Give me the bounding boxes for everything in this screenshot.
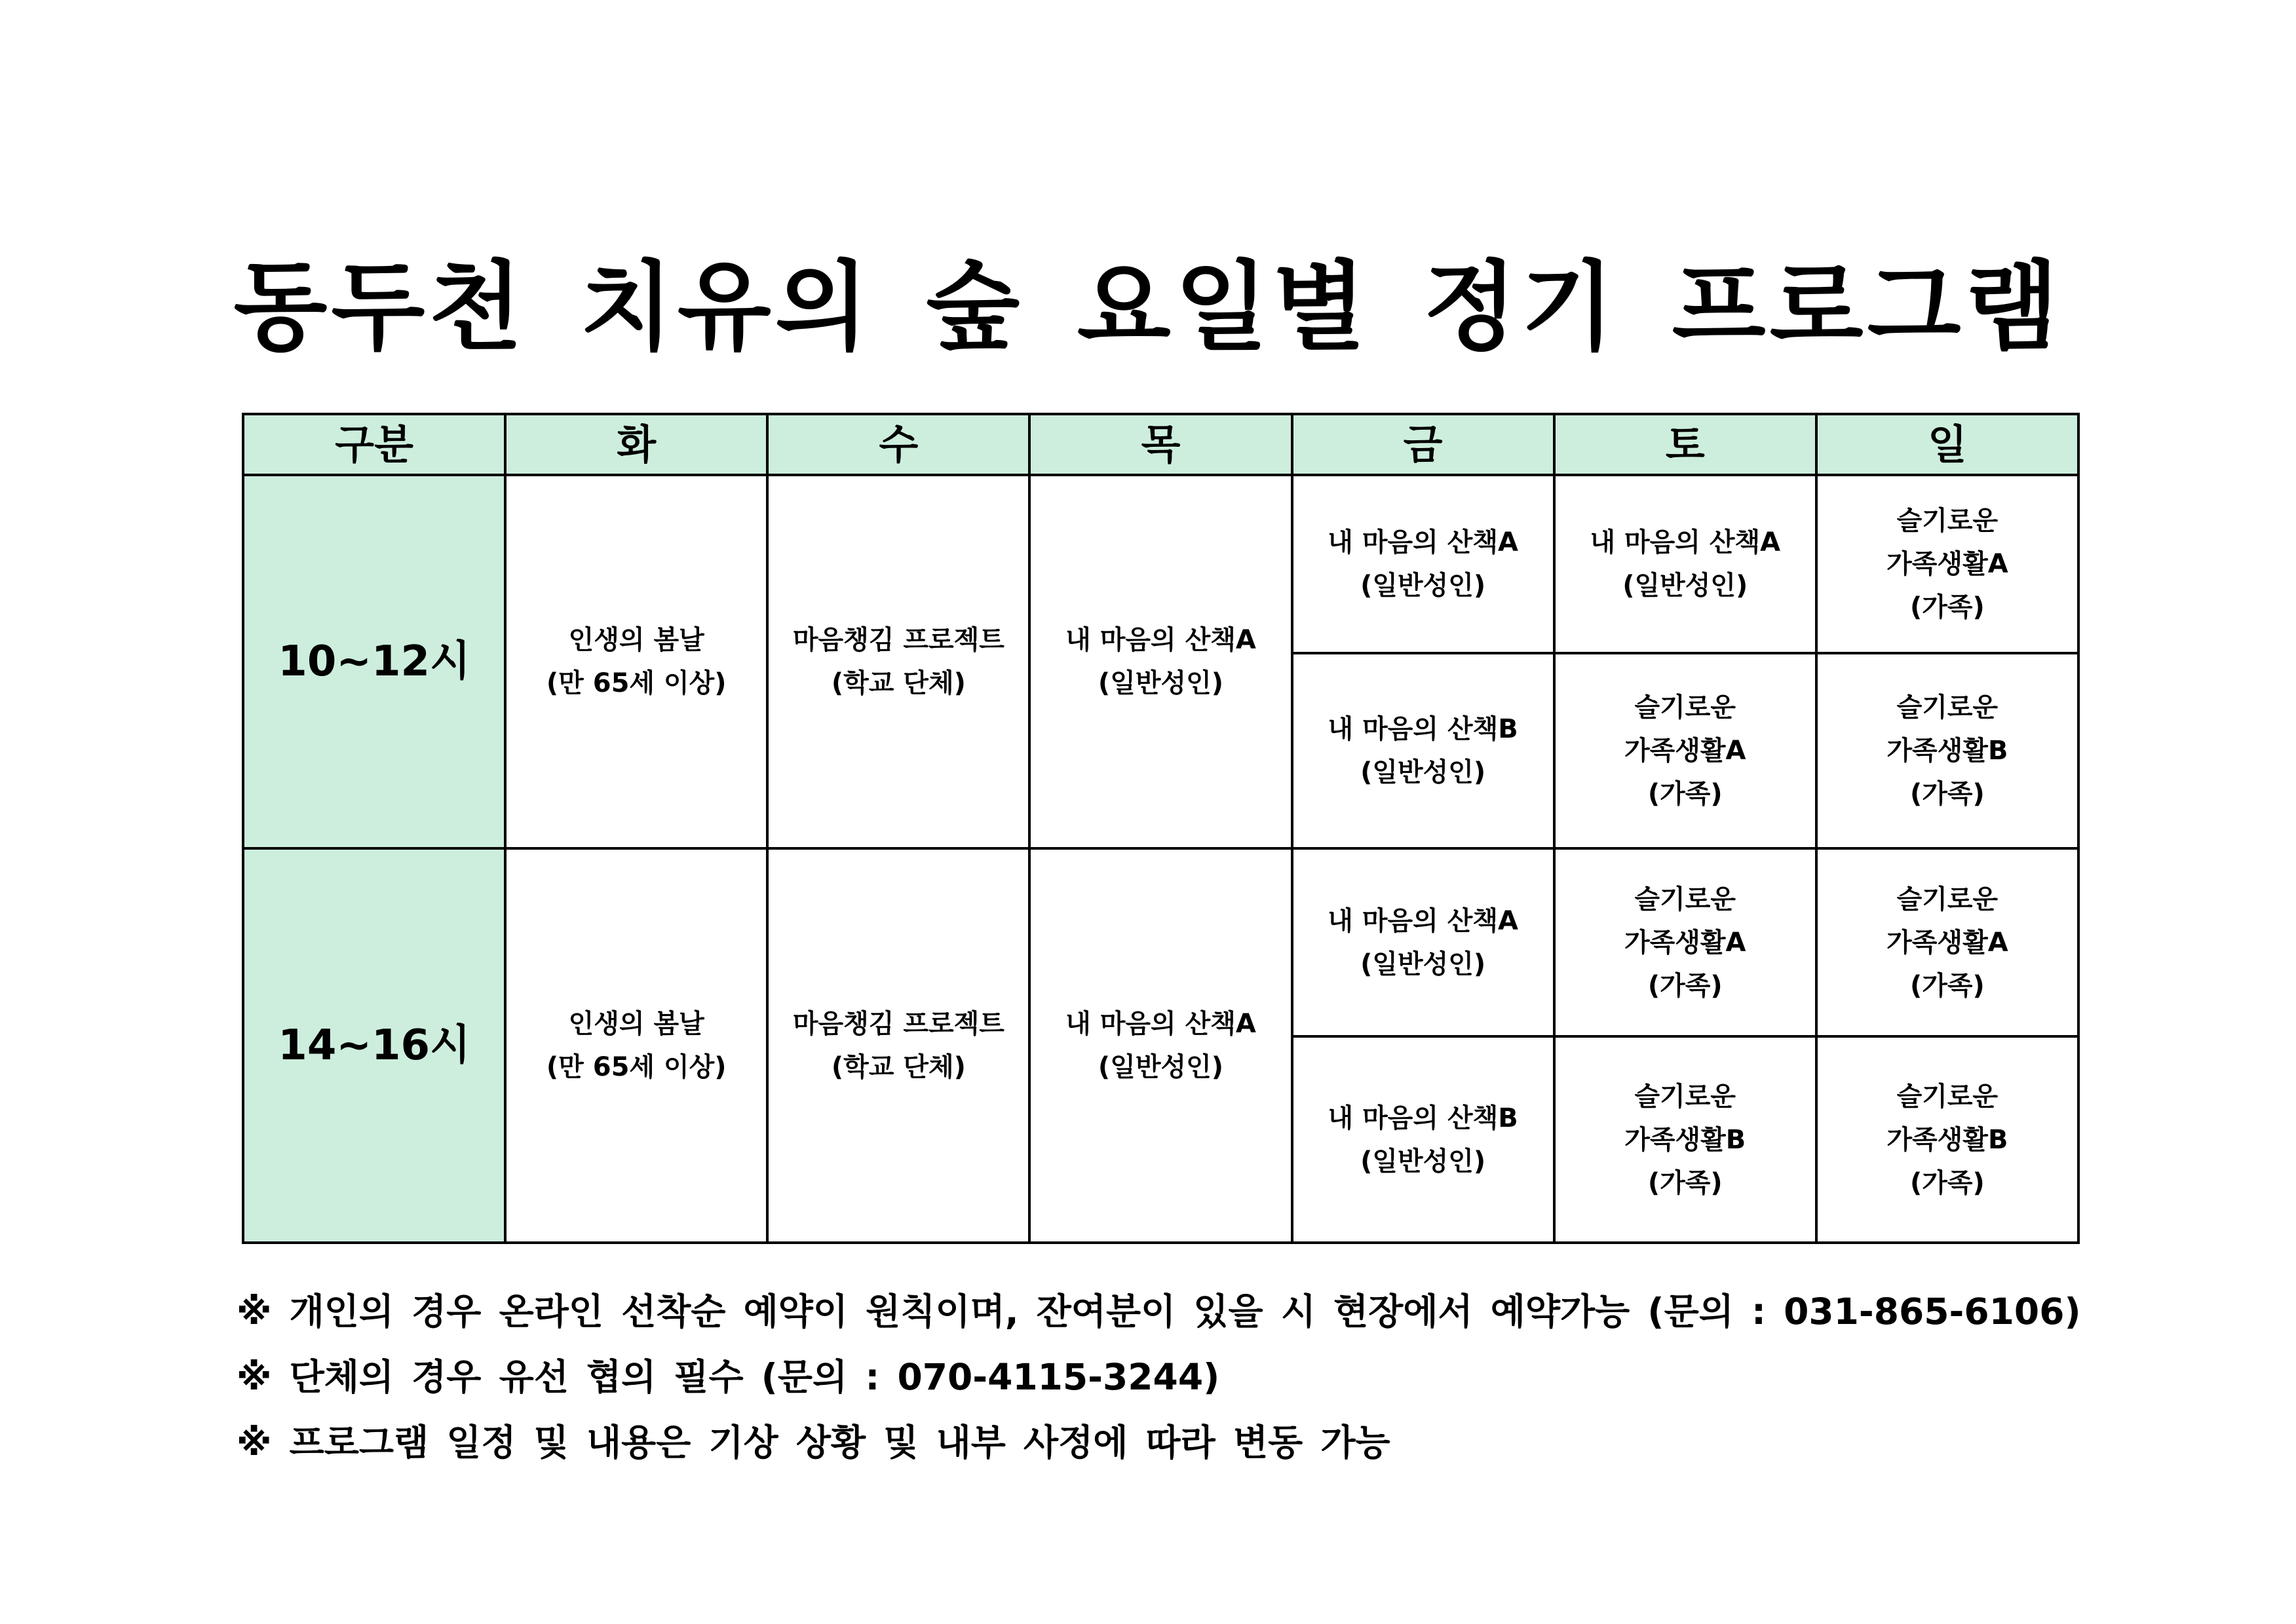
- program-cell: [1292, 475, 1554, 653]
- table-row: [243, 848, 2078, 1036]
- program-cell: [1554, 475, 1816, 653]
- header-category: 구분: [243, 414, 505, 475]
- program-target: (가족): [1910, 592, 1985, 622]
- program-name: 마음챙김 프로젝트: [792, 1009, 1004, 1039]
- table-row: [243, 475, 2078, 653]
- program-target: (만 65세 이상): [546, 1052, 727, 1082]
- program-name: 슬기로운: [1634, 692, 1736, 723]
- program-cell: [767, 848, 1029, 1243]
- program-target: (일반성인): [1360, 1146, 1486, 1177]
- program-cell: [1554, 1036, 1816, 1243]
- note-online-reservation: ※ 개인의 경우 온라인 선착순 예약이 원칙이며, 잔여분이 있을 시 현장에서 예약가능 (문의 : 031-865-6106): [237, 1291, 2081, 1332]
- program-target: (학교 단체): [831, 668, 966, 698]
- program-name: 내 마음의 산책A: [1328, 905, 1518, 936]
- header-saturday: 토: [1554, 414, 1816, 475]
- program-name: 가족생활A: [1886, 927, 2008, 958]
- header-tuesday: 화: [505, 414, 767, 475]
- program-cell: [1816, 475, 2078, 653]
- program-cell: [1029, 848, 1292, 1243]
- header-wednesday: 수: [767, 414, 1029, 475]
- program-target: (가족): [1910, 779, 1985, 809]
- time-slot-1: 10~12시: [243, 475, 505, 848]
- program-name: 마음챙김 프로젝트: [792, 625, 1004, 655]
- header-thursday: 목: [1029, 414, 1292, 475]
- program-name: 내 마음의 산책B: [1328, 1103, 1518, 1133]
- program-name: 가족생활B: [1624, 1124, 1746, 1155]
- program-name: 가족생활B: [1886, 1124, 2008, 1155]
- header-friday: 금: [1292, 414, 1554, 475]
- program-target: (일반성인): [1360, 757, 1486, 787]
- note-schedule-change: ※ 프로그램 일정 및 내용은 기상 상황 및 내부 사정에 따라 변동 가능: [237, 1422, 1390, 1463]
- program-cell: [1554, 653, 1816, 848]
- program-name: 가족생활A: [1624, 736, 1746, 766]
- program-name: 슬기로운: [1634, 1081, 1736, 1112]
- program-name: 슬기로운: [1896, 1081, 1999, 1112]
- program-cell: [1816, 653, 2078, 848]
- program-cell: [1554, 848, 1816, 1036]
- program-target: (가족): [1647, 1167, 1723, 1198]
- program-cell: [1816, 848, 2078, 1036]
- program-target: (만 65세 이상): [546, 668, 727, 698]
- program-target: (일반성인): [1360, 949, 1486, 979]
- program-name: 가족생활B: [1886, 736, 2008, 766]
- program-cell: [1816, 1036, 2078, 1243]
- page-title: 동두천 치유의 숲 요일별 정기 프로그램: [233, 251, 2063, 364]
- program-target: (일반성인): [1622, 571, 1748, 601]
- program-cell: [505, 848, 767, 1243]
- program-target: (가족): [1910, 970, 1985, 1001]
- program-name: 인생의 봄날: [568, 625, 704, 655]
- program-name: 슬기로운: [1896, 506, 1999, 536]
- program-cell: [505, 475, 767, 848]
- program-name: 인생의 봄날: [568, 1009, 704, 1039]
- program-cell: [1292, 848, 1554, 1036]
- schedule-table: [242, 413, 2080, 1244]
- program-cell: [1292, 1036, 1554, 1243]
- program-name: 가족생활A: [1624, 927, 1746, 958]
- program-name: 내 마음의 산책A: [1065, 625, 1256, 655]
- program-name: 내 마음의 산책A: [1328, 527, 1518, 557]
- program-cell: [1292, 653, 1554, 848]
- program-target: (일반성인): [1098, 1052, 1224, 1082]
- program-cell: [1029, 475, 1292, 848]
- program-target: (일반성인): [1360, 571, 1486, 601]
- program-name: 슬기로운: [1634, 884, 1736, 915]
- program-name: 내 마음의 산책A: [1590, 527, 1781, 557]
- program-target: (가족): [1910, 1167, 1985, 1198]
- header-sunday: 일: [1816, 414, 2078, 475]
- program-target: (학교 단체): [831, 1052, 966, 1082]
- program-target: (가족): [1647, 779, 1723, 809]
- program-name: 가족생활A: [1886, 549, 2008, 579]
- program-name: 슬기로운: [1896, 884, 1999, 915]
- program-name: 슬기로운: [1896, 692, 1999, 723]
- table-header-row: [243, 414, 2078, 475]
- program-target: (가족): [1647, 970, 1723, 1001]
- time-slot-2: 14~16시: [243, 848, 505, 1243]
- notes-section: [237, 1291, 2081, 1490]
- program-target: (일반성인): [1098, 668, 1224, 698]
- program-name: 내 마음의 산책B: [1328, 714, 1518, 744]
- program-name: 내 마음의 산책A: [1065, 1009, 1256, 1039]
- note-group-consultation: ※ 단체의 경우 유선 협의 필수 (문의 : 070-4115-3244): [237, 1356, 1220, 1398]
- program-cell: [767, 475, 1029, 848]
